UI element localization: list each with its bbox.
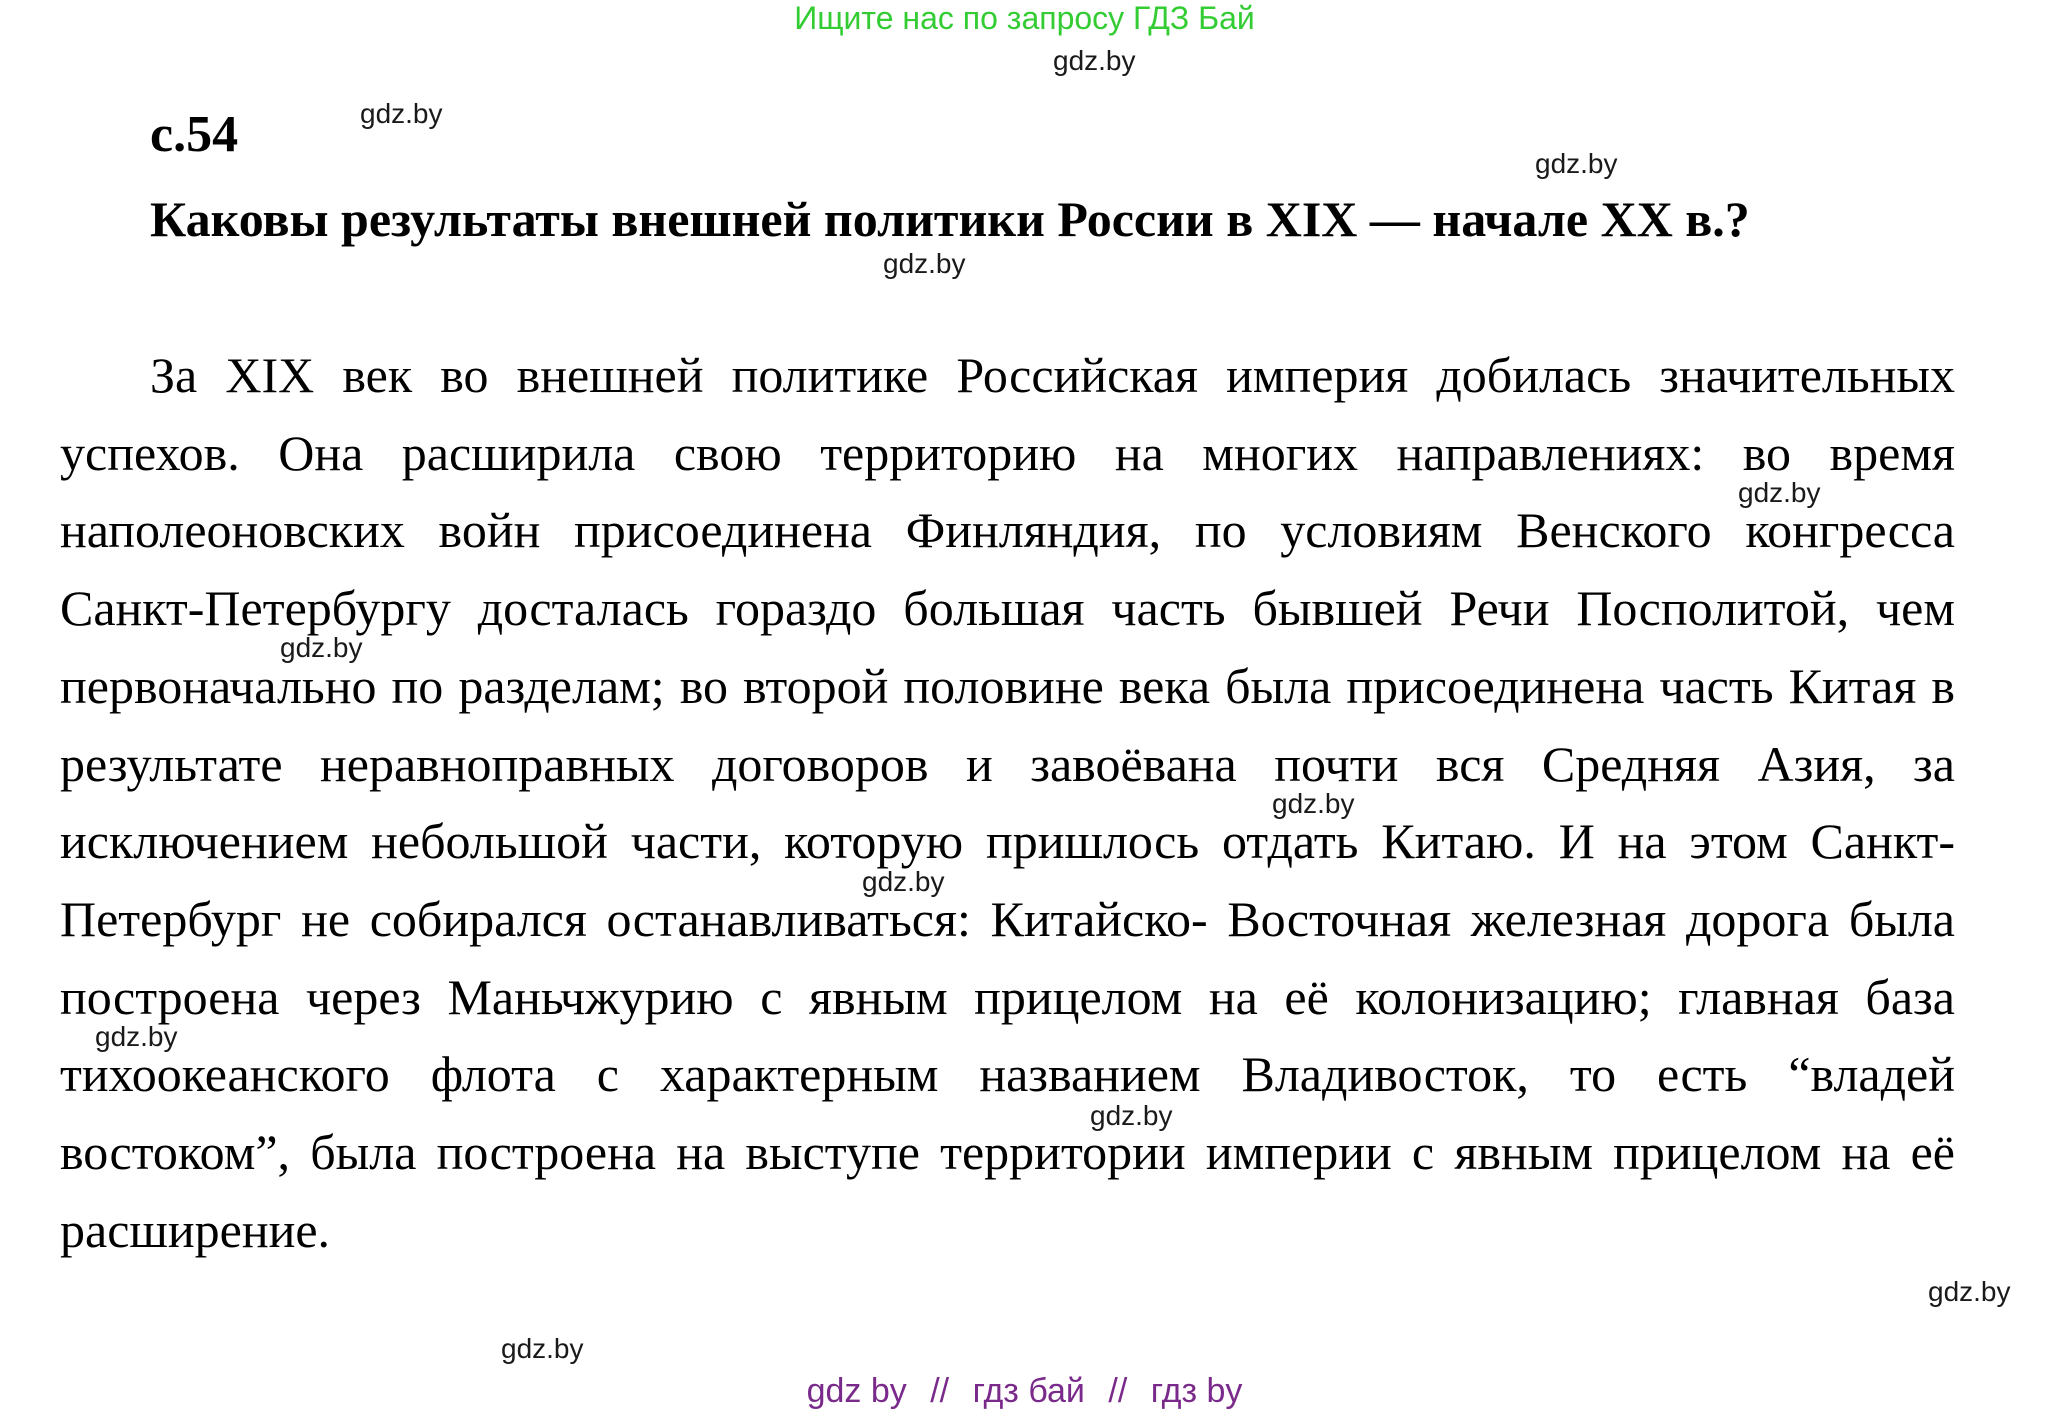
footer-link-gdz-by-cyr[interactable]: гдз by [1150,1372,1243,1410]
footer-separator: // [930,1372,950,1410]
footer-link-gdz-bai[interactable]: гдз бай [972,1372,1085,1410]
answer-paragraph: За XIX век во внешней политике Российская империя добилась значительных успехов. Она расширила свою территорию на многих направлениях: во время наполеоновских войн присоединена Финляндия, по условиям Венского конгресса Санкт-Петербургу досталась гораздо большая часть бывшей Речи Посполитой, чем первоначально по разделам; во второй половине века была присоединена часть Китая в результате неравноправных договоров и завоёвана почти вся Средняя Азия, за исключением небольшой части, которую пришлось отдать Китаю. И на этом Санкт-Петербург не собирался останавливаться: Китайско- Восточная железная дорога была построена через Маньчжурию с явным прицелом на её колонизацию; главная база тихоокеанского флота с характерным названием Владивосток, то есть “владей востоком”, была построена на выступе территории империи с явным прицелом на её расширение. [60,347,1955,1258]
watermark: gdz.by [1535,148,1618,179]
page-number: с.54 [150,106,239,163]
watermark: gdz.by [1928,1276,2011,1307]
question-heading: Каковы результаты внешней политики России в XIX — начале XX в.? [150,191,1750,247]
footer-separator: // [1108,1372,1128,1410]
watermark: gdz.by [1053,45,1136,76]
watermark: gdz.by [95,1021,178,1052]
watermark: gdz.by [862,866,945,897]
site-banner: Ищите нас по запросу ГДЗ Бай [794,0,1255,36]
watermark: gdz.by [883,248,966,279]
footer-links [0,1372,2049,1410]
watermark: gdz.by [1738,477,1821,508]
watermark: gdz.by [280,632,363,663]
watermark: gdz.by [1272,788,1355,819]
watermark: gdz.by [360,98,443,129]
watermark: gdz.by [501,1333,584,1364]
footer-link-gdz-by[interactable]: gdz by [806,1372,907,1410]
watermark: gdz.by [1090,1100,1173,1131]
